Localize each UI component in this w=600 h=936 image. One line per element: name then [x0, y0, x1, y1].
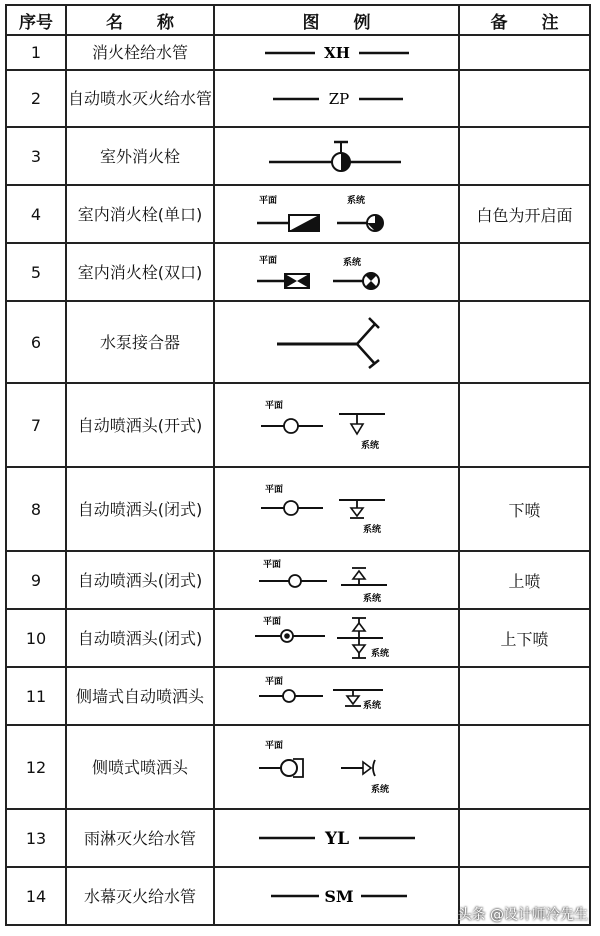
pipe-code: YL [324, 829, 349, 849]
row-symbol [214, 383, 459, 467]
system-label: 系统 [360, 441, 379, 451]
row-name: 室外消火栓 [66, 127, 214, 185]
table-row [6, 185, 590, 243]
row-num: 1 [6, 35, 66, 70]
row-symbol [214, 725, 459, 809]
sprinkler-closed-down-icon [237, 476, 437, 542]
row-num: 2 [6, 70, 66, 127]
plan-label: 平面 [258, 196, 277, 206]
sm-pipe-line-icon [237, 881, 437, 911]
row-name: 室内消火栓(双口) [66, 243, 214, 301]
table-row [6, 70, 590, 127]
row-symbol [214, 609, 459, 667]
indoor-hydrant-single-icon [237, 191, 437, 237]
row-symbol [214, 243, 459, 301]
row-symbol [214, 35, 459, 70]
header-name: 名 称 [66, 5, 214, 35]
legend-sheet [5, 4, 589, 926]
plan-label: 平面 [262, 560, 281, 570]
sprinkler-closed-updown-icon [237, 612, 437, 664]
table-row [6, 243, 590, 301]
table-row [6, 809, 590, 867]
sidewall-sprinkler-icon [237, 672, 437, 720]
indoor-hydrant-double-icon [237, 249, 437, 295]
row-symbol [214, 551, 459, 609]
watermark-text: 头条 @设计师冷先生 [457, 907, 588, 923]
row-num: 14 [6, 867, 66, 925]
row-note [459, 301, 590, 383]
row-num: 9 [6, 551, 66, 609]
table-row [6, 667, 590, 725]
system-label: 系统 [346, 196, 365, 206]
row-note [459, 35, 590, 70]
header-symbol: 图 例 [214, 5, 459, 35]
table-row [6, 35, 590, 70]
table-row [6, 301, 590, 383]
row-name: 水泵接合器 [66, 301, 214, 383]
row-num: 12 [6, 725, 66, 809]
row-symbol [214, 667, 459, 725]
row-num: 7 [6, 383, 66, 467]
row-name: 水幕灭火给水管 [66, 867, 214, 925]
row-note [459, 127, 590, 185]
plan-label: 平面 [264, 401, 283, 411]
row-name: 消火栓给水管 [66, 35, 214, 70]
row-note: 白色为开启面 [459, 185, 590, 243]
row-note [459, 70, 590, 127]
side-spray-sprinkler-icon [237, 734, 437, 800]
header-num: 序号 [6, 5, 66, 35]
pipe-code: SM [323, 887, 354, 906]
outdoor-hydrant-icon [237, 134, 437, 178]
row-note: 上喷 [459, 551, 590, 609]
sprinkler-open-icon [237, 392, 437, 458]
table-row [6, 383, 590, 467]
row-num: 13 [6, 809, 66, 867]
plan-label: 平面 [258, 256, 277, 266]
row-note [459, 809, 590, 867]
table-row [6, 467, 590, 551]
row-num: 6 [6, 301, 66, 383]
xh-pipe-line-icon [237, 40, 437, 66]
sprinkler-closed-up-icon [237, 555, 437, 605]
row-name: 侧墙式自动喷洒头 [66, 667, 214, 725]
table-row [6, 725, 590, 809]
system-label: 系统 [370, 649, 389, 659]
row-note: 下喷 [459, 467, 590, 551]
row-name: 侧喷式喷洒头 [66, 725, 214, 809]
row-num: 4 [6, 185, 66, 243]
system-label: 系统 [342, 258, 361, 268]
row-symbol [214, 467, 459, 551]
row-note: 上下喷 [459, 609, 590, 667]
legend-table [5, 4, 591, 926]
row-name: 自动喷洒头(闭式) [66, 551, 214, 609]
row-symbol [214, 127, 459, 185]
system-label: 系统 [362, 594, 381, 604]
plan-label: 平面 [264, 677, 283, 687]
row-num: 8 [6, 467, 66, 551]
row-symbol [214, 809, 459, 867]
row-symbol [214, 867, 459, 925]
row-name: 自动喷洒头(闭式) [66, 609, 214, 667]
row-note [459, 667, 590, 725]
system-label: 系统 [370, 785, 389, 795]
row-name: 自动喷洒头(开式) [66, 383, 214, 467]
plan-label: 平面 [264, 485, 283, 495]
system-label: 系统 [362, 701, 381, 711]
row-symbol [214, 70, 459, 127]
zp-pipe-line-icon [237, 86, 437, 112]
row-symbol [214, 301, 459, 383]
header-note: 备 注 [459, 5, 590, 35]
row-name: 自动喷水灭火给水管 [66, 70, 214, 127]
header-row [6, 5, 590, 35]
yl-pipe-line-icon [237, 823, 437, 853]
row-name: 雨淋灭火给水管 [66, 809, 214, 867]
row-num: 11 [6, 667, 66, 725]
row-num: 3 [6, 127, 66, 185]
row-num: 5 [6, 243, 66, 301]
row-note [459, 383, 590, 467]
row-name: 自动喷洒头(闭式) [66, 467, 214, 551]
row-note [459, 243, 590, 301]
row-symbol [214, 185, 459, 243]
pump-adapter-icon [237, 310, 437, 374]
table-row [6, 127, 590, 185]
table-row [6, 609, 590, 667]
table-row [6, 551, 590, 609]
system-label: 系统 [362, 525, 381, 535]
plan-label: 平面 [264, 741, 283, 751]
pipe-code: ZP [328, 89, 349, 108]
row-num: 10 [6, 609, 66, 667]
row-name: 室内消火栓(单口) [66, 185, 214, 243]
row-note [459, 725, 590, 809]
pipe-code: XH [323, 43, 350, 62]
plan-label: 平面 [262, 617, 281, 627]
